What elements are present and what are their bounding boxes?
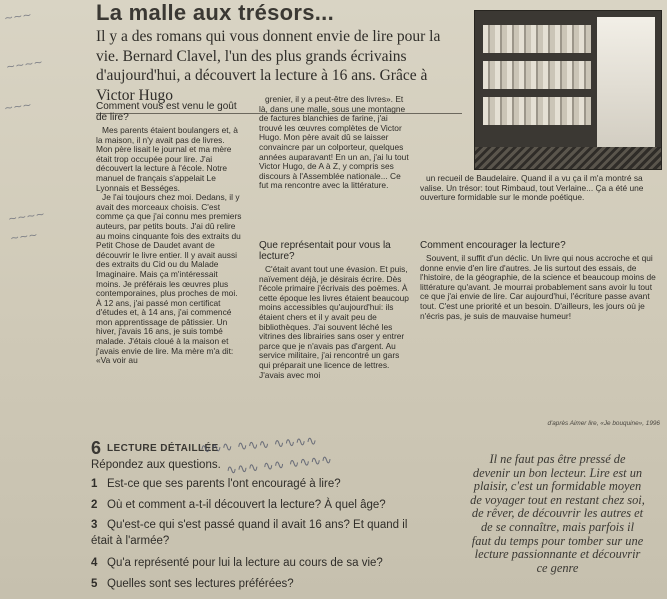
question-number: 1 — [91, 478, 98, 490]
interview-column-2-bottom — [259, 240, 411, 380]
reading-quote: Il ne faut pas être pressé de devenir un bon lecteur. Lire est un plaisir, c'est un formidable moyen de voyager tout en restant chez soi, de rêver, de découvrir les autres et de se connaître, mais parfois il faut du temps pour tomber sur une lecture passionnante et découvrir ce genre — [470, 452, 645, 575]
article-title: La malle aux trésors... — [96, 0, 335, 25]
interview-column-2-top — [259, 95, 411, 191]
question-number: 5 — [91, 578, 98, 590]
question-text: Quelles sont ses lectures préférées? — [107, 578, 294, 590]
exercise-instruction: Répondez aux questions. — [91, 459, 221, 471]
pencil-scribble: ∿∿∿ ∿∿ ∿∿∿∿ — [225, 452, 333, 479]
question-text: Qu'a représenté pour lui la lecture au cours de sa vie? — [107, 557, 383, 569]
exercise-title: LECTURE DÉTAILLÉE — [107, 443, 219, 454]
left-margin-handwriting: ~~~ ~~~~ ~~~ ~~~~ ~~~ — [3, 8, 46, 245]
interview-question: Comment vous est venu le goût de lire? — [96, 101, 237, 123]
question-number: 3 — [91, 519, 98, 531]
interview-question: Que représentait pour vous la lecture? — [259, 240, 391, 262]
interview-paragraph: grenier, il y a peut-être des livres». Et là, dans une malle, sous une montagne de factures blanchies de farine, j'ai trouvé les œuvres complètes de Victor Hugo. Mon père avait dû se laisser convaincre par un colporteur, quelques années auparavant! En un an, j'ai lu tout Victor Hugo, de A à Z, y compris ses discours à l'Assemblée nationale... Ce fut ma rencontre avec la littérature. — [259, 94, 409, 191]
bookshelf-row — [483, 25, 591, 53]
interview-paragraph: Mes parents étaient boulangers et, à la maison, il n'y avait pas de livres. Mon père lisait le journal et ma mère était trop occupée pour lire. J'ai découvert la lecture à l'école. Notre manuel de français s'appelait Le Lyonnais et Bességes. — [96, 125, 238, 193]
interview-column-3-top — [420, 174, 660, 203]
exercise-question — [91, 517, 411, 549]
article-intro: Il y a des romans qui vous donnent envie de lire pour la vie. Bernard Clavel, l'un des plus grands écrivains d'aujourd'hui, a découvert la lecture à 16 ans. Grâce à Victor Hugo — [96, 28, 441, 104]
library-photo — [474, 10, 662, 170]
bookshelf-row — [483, 61, 591, 89]
question-text: Qu'est-ce qui s'est passé quand il avait 16 ans? Et quand il était à l'armée? — [91, 519, 408, 547]
interview-question: Comment encourager la lecture? — [420, 240, 566, 251]
interview-paragraph: C'était avant tout une évasion. Et puis, naïvement déjà, je désirais écrire. Dès l'école primaire j'écrivais des poèmes. À cette époque les livres étaient beaucoup moins accessibles qu'aujourd'hui: ils étaient chers et il y avait peu de bibliothèques. J'ai souvent léché les vitrines des librairies sans oser y entrer parce que je n'avais pas d'argent. Au service militaire, j'ai rencontré un gars qui préparait une licence de lettres. J'avais avec moi — [259, 264, 409, 380]
interview-column-1 — [96, 101, 242, 366]
exercise-question — [91, 576, 421, 592]
photo-floor — [475, 147, 661, 169]
question-text: Est-ce que ses parents l'ont encouragé à lire? — [107, 478, 341, 490]
pencil-scribble: ∿∿∿ ∿∿∿ ∿∿∿∿ — [199, 433, 318, 458]
source-credit: d'après Aimer lire, «Je bouquine», 1996 — [547, 420, 660, 427]
interview-paragraph: Souvent, il suffit d'un déclic. Un livre qui nous accroche et qui donne envie d'en lire d'autres. Je lis surtout des essais, de l'histoire, de la géographie, de la science et beaucoup moins de littérature qu'avant. Je mourrai probablement sans avoir lu tout ce que j'ai envie de lire. Car aujourd'hui, l'écriture passe avant tout. C'est une priorité et un besoin. D'ailleurs, les jours où je n'écris pas, je suis de mauvaise humeur! — [420, 253, 656, 321]
question-number: 2 — [91, 499, 98, 511]
interview-column-3-bottom — [420, 240, 660, 321]
interview-paragraph: Je l'ai toujours chez moi. Dedans, il y avait des morceaux choisis. C'est comme ça que j'ai connu mes premiers auteurs, par petits bouts. J'ai dû relire au moins cinquante fois des extraits du Petit Chose de Daudet avant de découvrir le livre entier. Il y avait aussi des extraits du Cid ou du Malade Imaginaire. Mais ça m'intéressait moins. Je préférais les œuvres plus contemporaines, plus proches de moi. À 12 ans, j'ai passé mon certificat d'études et, à 14 ans, j'ai commencé mon apprentissage de pâtissier. Un hiver, j'avais 16 ans, je suis tombé malade. J'étais cloué à la maison et j'avais envie de lire. Ma mère m'a dit: «Va voir au — [96, 192, 242, 366]
question-number: 4 — [91, 557, 98, 569]
exercise-question — [91, 555, 421, 571]
exercise-question — [91, 476, 421, 492]
question-text: Où et comment a-t-il découvert la lecture? À quel âge? — [107, 499, 386, 511]
interview-paragraph: un recueil de Baudelaire. Quand il a vu ça il m'a montré sa valise. Un trésor: tout Rimbaud, tout Verlaine... Ça a été une ouverture formidable sur le monde poétique. — [420, 173, 644, 203]
exercise-question — [91, 497, 421, 513]
photo-window — [597, 17, 655, 157]
bookshelf-row — [483, 97, 591, 125]
exercise-number: 6 — [91, 438, 102, 458]
